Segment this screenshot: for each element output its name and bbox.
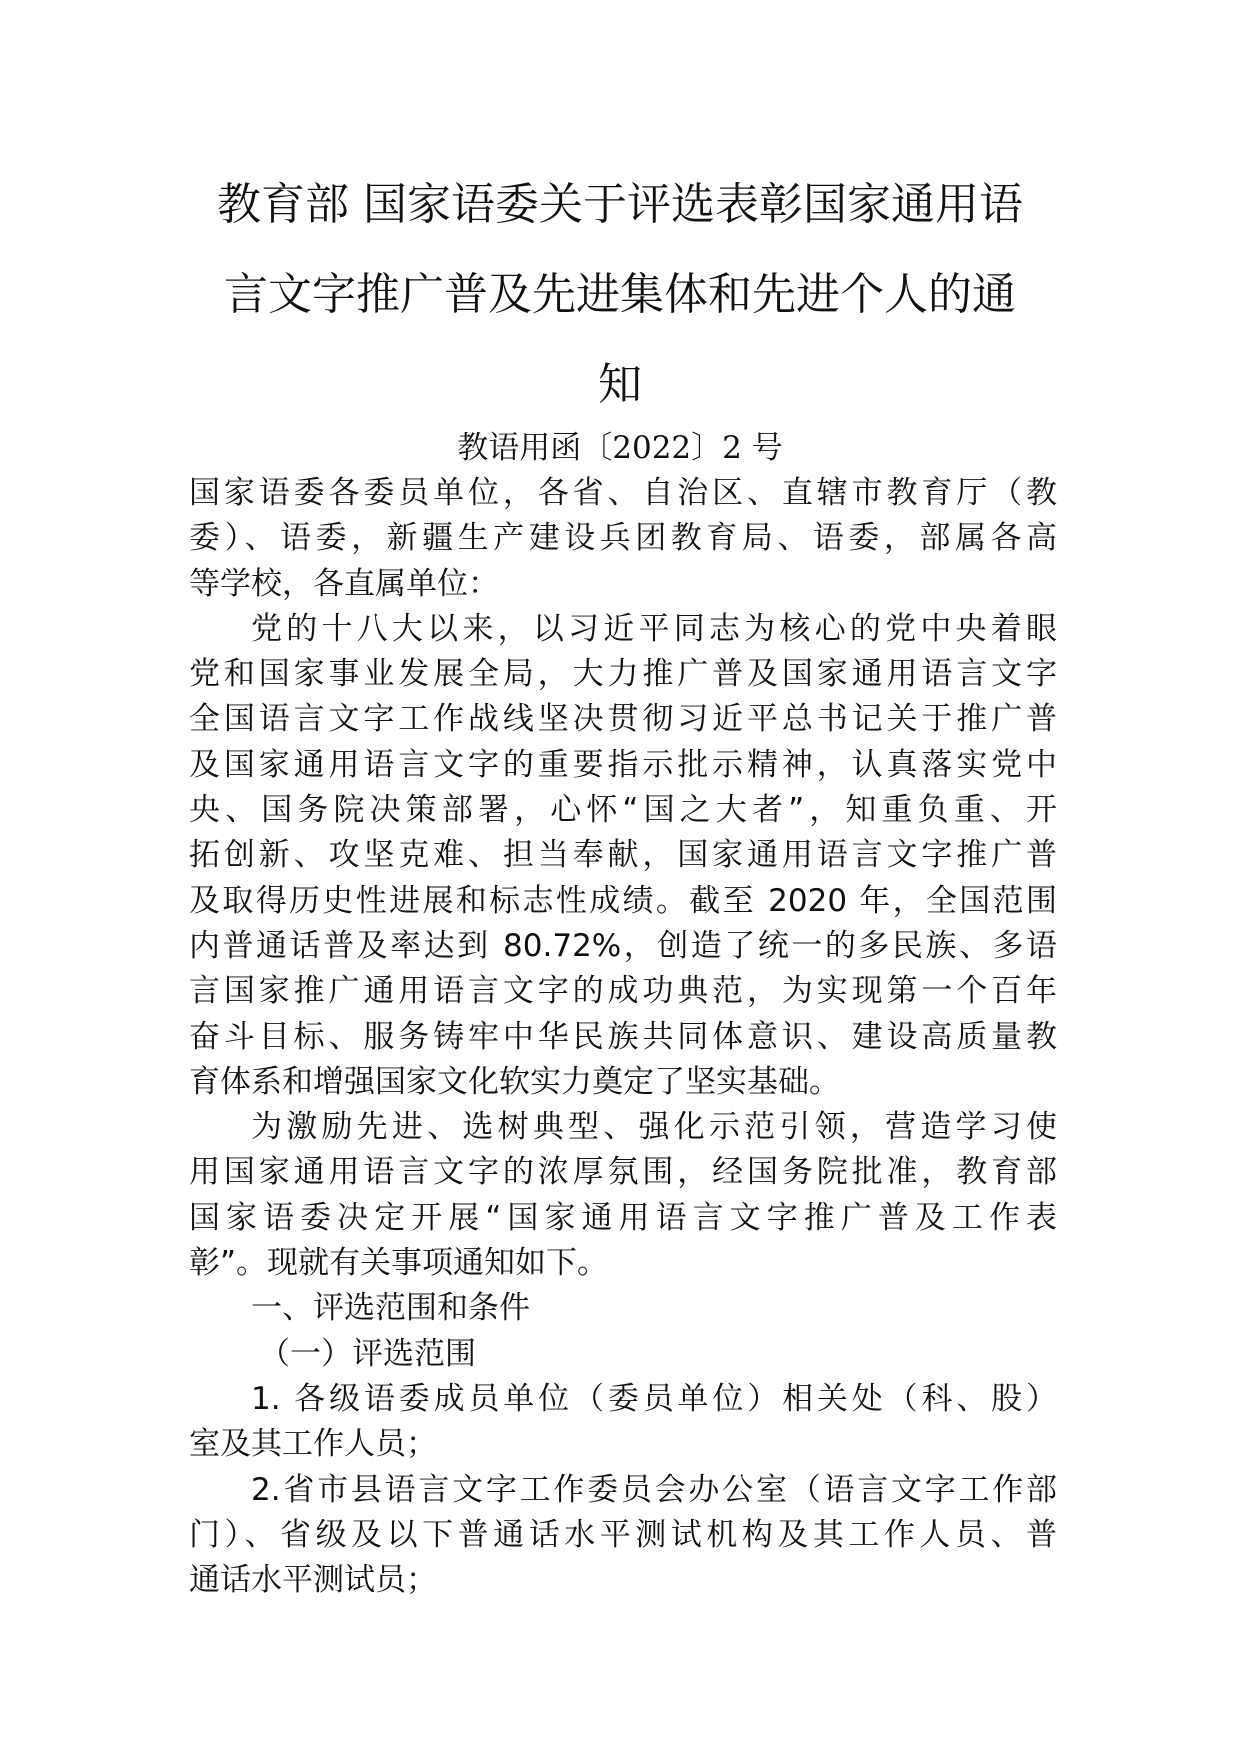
body-line: 国家语委决定开展“国家通用语言文字推广普及工作表 [189,1199,1057,1236]
body-line: 内普通话普及率达到 80.72%，创造了统一的多民族、多语 [189,927,1057,964]
body-line: 委）、语委，新疆生产建设兵团教育局、语委，部属各高 [189,520,1057,557]
body-line: 通话水平测试员； [189,1562,437,1599]
body-line: 全国语言文字工作战线坚决贯彻习近平总书记关于推广普 [189,701,1057,738]
section-heading: 一、评选范围和条件 [251,1290,530,1327]
document-body [189,471,1057,1603]
body-line: 门）、省级及以下普通话水平测试机构及其工作人员、普 [189,1516,1057,1553]
body-line: 育体系和增强国家文化软实力奠定了坚实基础。 [189,1063,840,1100]
body-line: 党和国家事业发展全局，大力推广普及国家通用语言文字 [189,656,1057,693]
title-line-2: 言文字推广普及先进集体和先进个人的通 [224,269,1016,320]
body-line: 言国家推广通用语言文字的成功典范，为实现第一个百年 [189,973,1057,1010]
body-line: 奋斗目标、服务铸牢中华民族共同体意识、建设高质量教 [189,1018,1057,1055]
paragraph-start-line: 1. 各级语委成员单位（委员单位）相关处（科、股） [251,1380,1057,1417]
paragraph-start-line: 2.省市县语言文字工作委员会办公室（语言文字工作部 [251,1471,1057,1508]
title-line-3: 知 [598,359,642,410]
body-line: 及国家通用语言文字的重要指示批示精神，认真落实党中 [189,746,1057,783]
paragraph-start-line: 为激励先进、选树典型、强化示范引领，营造学习使 [251,1109,1057,1146]
body-line: 央、国务院决策部署，心怀“国之大者”，知重负重、开 [189,792,1057,829]
document-title [190,160,1050,430]
body-line: 用国家通用语言文字的浓厚氛围，经国务院批准，教育部 [189,1154,1057,1191]
paragraph-start-line: 党的十八大以来，以习近平同志为核心的党中央着眼 [251,610,1057,647]
body-line: 拓创新、攻坚克难、担当奉献，国家通用语言文字推广普 [189,837,1057,874]
body-line: 国家语委各委员单位，各省、自治区、直辖市教育厅（教 [189,475,1057,511]
document-number: 教语用函〔2022〕2 号 [457,430,783,466]
body-line: 等学校，各直属单位： [189,565,499,602]
title-line-1: 教育部 国家语委关于评选表彰国家通用语 [217,179,1023,230]
body-line: 彰”。现就有关事项通知如下。 [189,1245,609,1282]
body-line: 及取得历史性进展和标志性成绩。截至 2020 年，全国范围 [189,882,1057,919]
subsection-heading: （一）评选范围 [259,1335,476,1372]
body-line: 室及其工作人员； [189,1426,437,1463]
